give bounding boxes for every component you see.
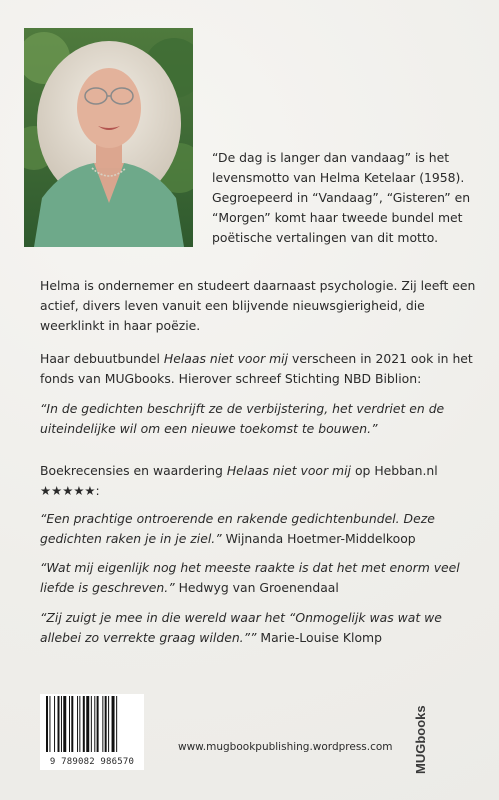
reviews-heading: Boekrecensies en waardering Helaas niet voor mij op Hebban.nl ★★★★★: bbox=[40, 463, 438, 498]
review-author: Hedwyg van Groenendaal bbox=[174, 580, 339, 595]
svg-text:MUGbooks: MUGbooks bbox=[413, 705, 428, 774]
review-author: Marie-Louise Klomp bbox=[256, 630, 382, 645]
bio-paragraph: Helma is ondernemer en studeert daarnaast psychologie. Zij leeft een actief, divers leven vanuit een blijvende nieuwsgierigheid, die weerklinkt in haar poëzie. bbox=[40, 278, 476, 333]
intro-paragraph: “De dag is langer dan vandaag” is het levensmotto van Helma Ketelaar (1958). Gegroepeerd in “Vandaag”, “Gisteren” en “Morgen” komt haar tweede bundel met poëtische vertalingen van dit motto. bbox=[212, 150, 471, 245]
website-url: www.mugbookpublishing.wordpress.com bbox=[178, 741, 393, 753]
isbn-barcode bbox=[40, 694, 144, 770]
reviews-book-title: Helaas niet voor mij bbox=[226, 463, 351, 478]
review-author: Wijnanda Hoetmer-Middelkoop bbox=[221, 531, 416, 546]
review-quote: “Een prachtige ontroerende en rakende gedichtenbundel. Deze gedichten raken je in je ziel.” Wijnanda Hoetmer-Middelkoop bbox=[40, 511, 435, 546]
mugbooks-logo bbox=[410, 690, 432, 776]
review-quote: “Zij zuigt je mee in die wereld waar het “Onmogelijk was wat we allebei zo verrekte graag wilden.”” Marie-Louise Klomp bbox=[40, 610, 442, 645]
author-photo bbox=[24, 28, 193, 247]
isbn-number: 9 789082 986570 bbox=[49, 757, 135, 767]
nbd-quote: “In de gedichten beschrijft ze de verbijstering, het verdriet en de uiteindelijke wil om een nieuwe toekomst te bouwen.” bbox=[40, 401, 445, 436]
debut-paragraph: Haar debuutbundel Helaas niet voor mij verscheen in 2021 ook in het fonds van MUGbooks. Hierover schreef Stichting NBD Biblion: bbox=[40, 351, 473, 386]
debut-title: Helaas niet voor mij bbox=[163, 351, 289, 366]
review-quote: “Wat mij eigenlijk nog het meeste raakte is dat het met enorm veel liefde is geschreven.” Hedwyg van Groenendaal bbox=[40, 560, 460, 595]
